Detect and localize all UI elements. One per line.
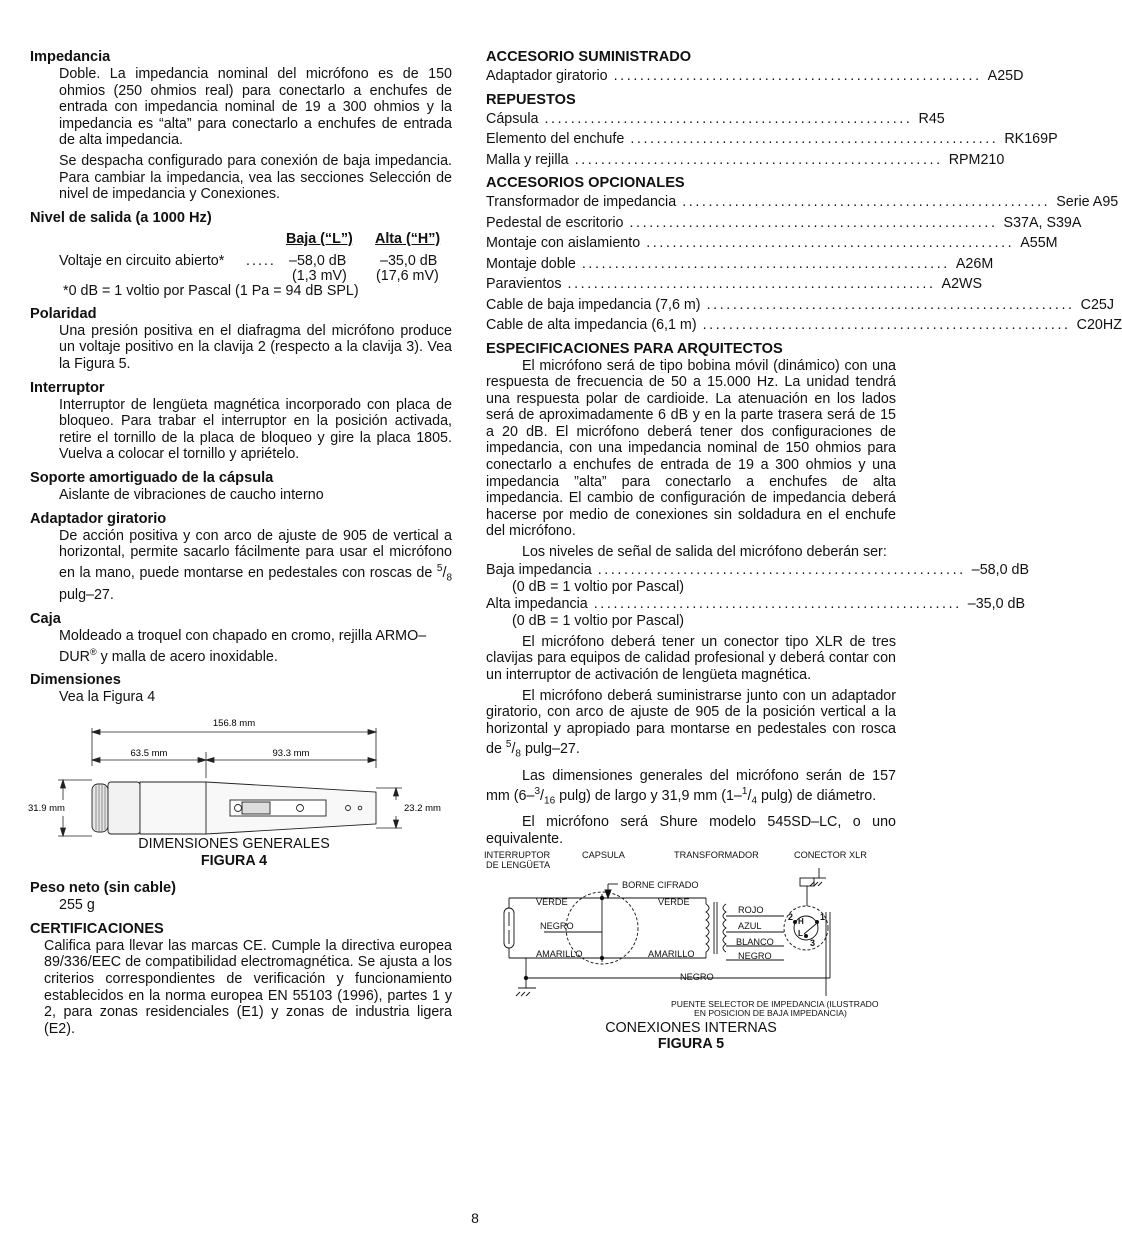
label-negro-1: NEGRO [540, 920, 574, 931]
list-item: Malla y rejilla ........................................................ RPM210 [486, 151, 1005, 168]
opcionales-list [486, 192, 1122, 336]
figure-4-caption: DIMENSIONES GENERALES [138, 836, 330, 853]
left-column [30, 48, 452, 1037]
dim-total-label: 156.8 mm [212, 718, 256, 730]
label-verde-2: VERDE [658, 896, 690, 907]
adaptador-heading: Adaptador giratorio [30, 510, 167, 527]
list-item: Pedestal de escritorio ........................................................ S37A, S39A [486, 214, 1082, 231]
interruptor-text: Interruptor de lengüeta magnética incorporado con placa de bloqueo. Para trabar el interruptor en la posición activada, retire el tornillo de la placa de bloqueo y gire la placa 1805. Vuelva a colocar el tornillo y apriételo. [59, 396, 452, 463]
microphone-outline [92, 782, 376, 834]
arquitectos-text-2: Los niveles de señal de salida del micrófono deberán ser: [522, 544, 887, 561]
label-rojo: ROJO [738, 904, 764, 915]
nivel-low-mv: (1,3 mV) [292, 267, 347, 284]
suministrado-heading: ACCESORIO SUMINISTRADO [486, 49, 692, 65]
label-borne: BORNE CIFRADO [622, 879, 699, 890]
polaridad-text: Una presión positiva en el diafragma del micrófono produce un voltaje positivo en la clavija 2 (respecto a la clavija 3). Vea la Figura 5. [59, 322, 452, 372]
pin-3: 3 [810, 937, 816, 948]
label-puente-2: EN POSICION DE BAJA IMPEDANCIA) [694, 1007, 847, 1018]
figure-4-drawing [30, 708, 452, 828]
label-interruptor-1: INTERRUPTOR [484, 849, 551, 860]
list-item: Elemento del enchufe ........................................................ RK169P [486, 131, 1058, 147]
figure-4-label: FIGURA 4 [200, 852, 268, 869]
peso-text: 255 g [59, 897, 95, 914]
nivel-low-db: –58,0 dB [289, 252, 347, 269]
impedancia-heading: Impedancia [30, 49, 111, 65]
repuestos-heading: REPUESTOS [486, 91, 576, 108]
soporte-heading: Soporte amortiguado de la cápsula [30, 469, 274, 486]
arquitectos-heading: ESPECIFICACIONES PARA ARQUITECTOS [486, 340, 783, 357]
list-item: Montaje con aislamiento ........................................................ A55M [486, 235, 1058, 251]
label-amarillo-1: AMARILLO [536, 948, 583, 959]
pin-1: 1 [820, 911, 826, 922]
dimensiones-heading: Dimensiones [30, 672, 121, 689]
label-amarillo-2: AMARILLO [648, 948, 695, 959]
dim-diameter-label: 31.9 mm [28, 803, 65, 815]
peso-heading: Peso neto (sin cable) [30, 880, 176, 897]
pin-l: L [798, 928, 803, 938]
nivel-table [30, 227, 452, 299]
list-item: Alta impedancia ........................................................ –35,0 dB [486, 596, 1026, 613]
pin-h: H [798, 916, 804, 926]
list-item: Cable de baja impedancia (7,6 m) ........................................................ C25J [486, 296, 1115, 313]
polaridad-heading: Polaridad [30, 305, 97, 322]
impedancia-text-1: Doble. La impedancia nominal del micrófono es de 150 ohmios (250 ohmios real) para conectarlo a enchufes de entrada con impedancia nominal de 19 a 300 ohmios y la impedancia es “alta” para conectarlo a enchufes de entrada de alta impedancia. [59, 66, 452, 149]
interruptor-heading: Interruptor [30, 379, 105, 396]
label-transformador: TRANSFORMADOR [674, 849, 759, 860]
list-item: Paravientos ........................................................ A2WS [486, 276, 983, 292]
arquitectos-text-3: El micrófono deberá tener un conector tipo XLR de tres clavijas para equipos de calidad profesional y deberá contar con un interruptor de activación de lengüeta magnética. [486, 633, 896, 683]
list-item: Baja impedancia ........................................................ –58,0 dB [486, 561, 1030, 578]
list-item: Transformador de impedancia ........................................................ Serie A95 [486, 194, 1119, 210]
adaptador-text: De acción positiva y con arco de ajuste de 905 de vertical a horizontal, permite sacarlo fácilmente para usar el micrófono en la mano, puede montarse en pedestales con roscas de $^5/_8$ pulg–27. [59, 527, 452, 603]
nivel-col-high: Alta (“H”) [375, 230, 441, 247]
repuestos-list [486, 109, 1058, 171]
pin-2: 2 [788, 911, 794, 922]
opcionales-heading: ACCESORIOS OPCIONALES [486, 175, 685, 191]
list-item: Adaptador giratorio ........................................................ A25D [486, 68, 1024, 84]
dim-a-label: 63.5 mm [130, 748, 168, 760]
arquitectos-text-4: El micrófono deberá suministrarse junto con un adaptador giratorio, con arco de ajuste de 905 de la posición vertical a la horizontal y apropiado para montarse en pedestales con rosca de $^5/_8$ pulg–27. [486, 687, 896, 760]
label-blanco: BLANCO [736, 936, 774, 947]
nivel-note: *0 dB = 1 voltio por Pascal (1 Pa = 94 dB SPL) [63, 282, 359, 299]
soporte-text: Aislante de vibraciones de caucho interno [59, 486, 324, 503]
dim-b-label: 93.3 mm [272, 748, 310, 760]
label-negro-2: NEGRO [738, 950, 772, 961]
label-verde-1: VERDE [536, 896, 568, 907]
label-conector: CONECTOR XLR [794, 849, 867, 860]
figure-5-caption: CONEXIONES INTERNAS [605, 1019, 777, 1036]
label-puente-1: PUENTE SELECTOR DE IMPEDANCIA (ILUSTRADO [671, 998, 879, 1009]
arquitectos-text-6: El micrófono será Shure modelo 545SD–LC, o uno equivalente. [486, 814, 896, 847]
nivel-heading: Nivel de salida (a 1000 Hz) [30, 209, 212, 226]
figure-5-label: FIGURA 5 [657, 1036, 725, 1053]
nivel-row-label: Voltaje en circuito abierto* [59, 252, 225, 269]
caja-text: Moldeado a troquel con chapado en cromo, rejilla ARMO–DUR® y malla de acero inoxidable. [59, 627, 427, 665]
label-capsula: CAPSULA [582, 849, 625, 860]
nivel-high-mv: (17,6 mV) [376, 267, 439, 284]
nivel-col-low: Baja (“L”) [286, 230, 353, 247]
arquitectos-text-5: Las dimensiones generales del micrófono serán de 157 mm ($6-^3/_{16}$ pulg) de largo y 31,9 mm ($1-^1/_4$ pulg) de diámetro. [486, 767, 896, 807]
label-interruptor-2: DE LENGÜETA [486, 859, 551, 870]
high-impedance-ref: (0 dB = 1 voltio por Pascal) [512, 613, 685, 630]
label-azul: AZUL [738, 920, 762, 931]
certificaciones-heading: CERTIFICACIONES [30, 920, 164, 937]
right-column [484, 48, 1122, 1053]
list-item: Cápsula ........................................................ R45 [486, 110, 945, 127]
list-item: Montaje doble ........................................................ A26M [486, 255, 994, 272]
arquitectos-text-1: El micrófono será de tipo bobina móvil (dinámico) con una respuesta de frecuencia de 50 a 15.000 Hz. La unidad tendrá una respuesta polar de cardioide. La atenuación en los lados será de aproximadamente 6 dB y en la parte trasera será de 15 a 20 dB. El micrófono deberá tener dos configuraciones de impedancia, con una impedancia nominal de 150 ohmios para conectarlo a enchufes de entrada de 19 a 300 ohmios y una impedancia ”alta” para conectarlo a enchufes de alta impedancia. El cambio de configuración de impedancia deberá hacerse por medio de conexiones sin soldadura en el enchufe del micrófono. [486, 357, 896, 540]
list-item: Cable de alta impedancia (6,1 m) ........................................................ C20HZ [486, 317, 1122, 333]
suministrado-list [486, 66, 1024, 87]
low-impedance-ref: (0 dB = 1 voltio por Pascal) [512, 578, 685, 595]
nivel-row-dots: ..... [246, 252, 276, 269]
label-negro-3: NEGRO [680, 971, 714, 982]
dimensiones-text: Vea la Figura 4 [59, 689, 156, 706]
page-number: 8 [471, 1210, 479, 1226]
caja-heading: Caja [30, 610, 61, 627]
figure-5-wiring-diagram [484, 850, 908, 1016]
impedancia-text-2: Se despacha configurado para conexión de baja impedancia. Para cambiar la impedancia, vea las secciones Selección de nivel de impedancia y Conexiones. [59, 152, 452, 203]
certificaciones-text: Califica para llevar las marcas CE. Cumple la directiva europea 89/336/EEC de compatibilidad electromagnética. Se ajusta a los criterios correspondientes de verificación y funcionamiento establecidos en la norma europea EN 55103 (1996), partes 1 y 2, para zonas residenciales (E1) y zonas de industria ligera (E2). [44, 937, 452, 1037]
nivel-high-db: –35,0 dB [380, 252, 438, 269]
dim-tip-label: 23.2 mm [404, 803, 441, 815]
